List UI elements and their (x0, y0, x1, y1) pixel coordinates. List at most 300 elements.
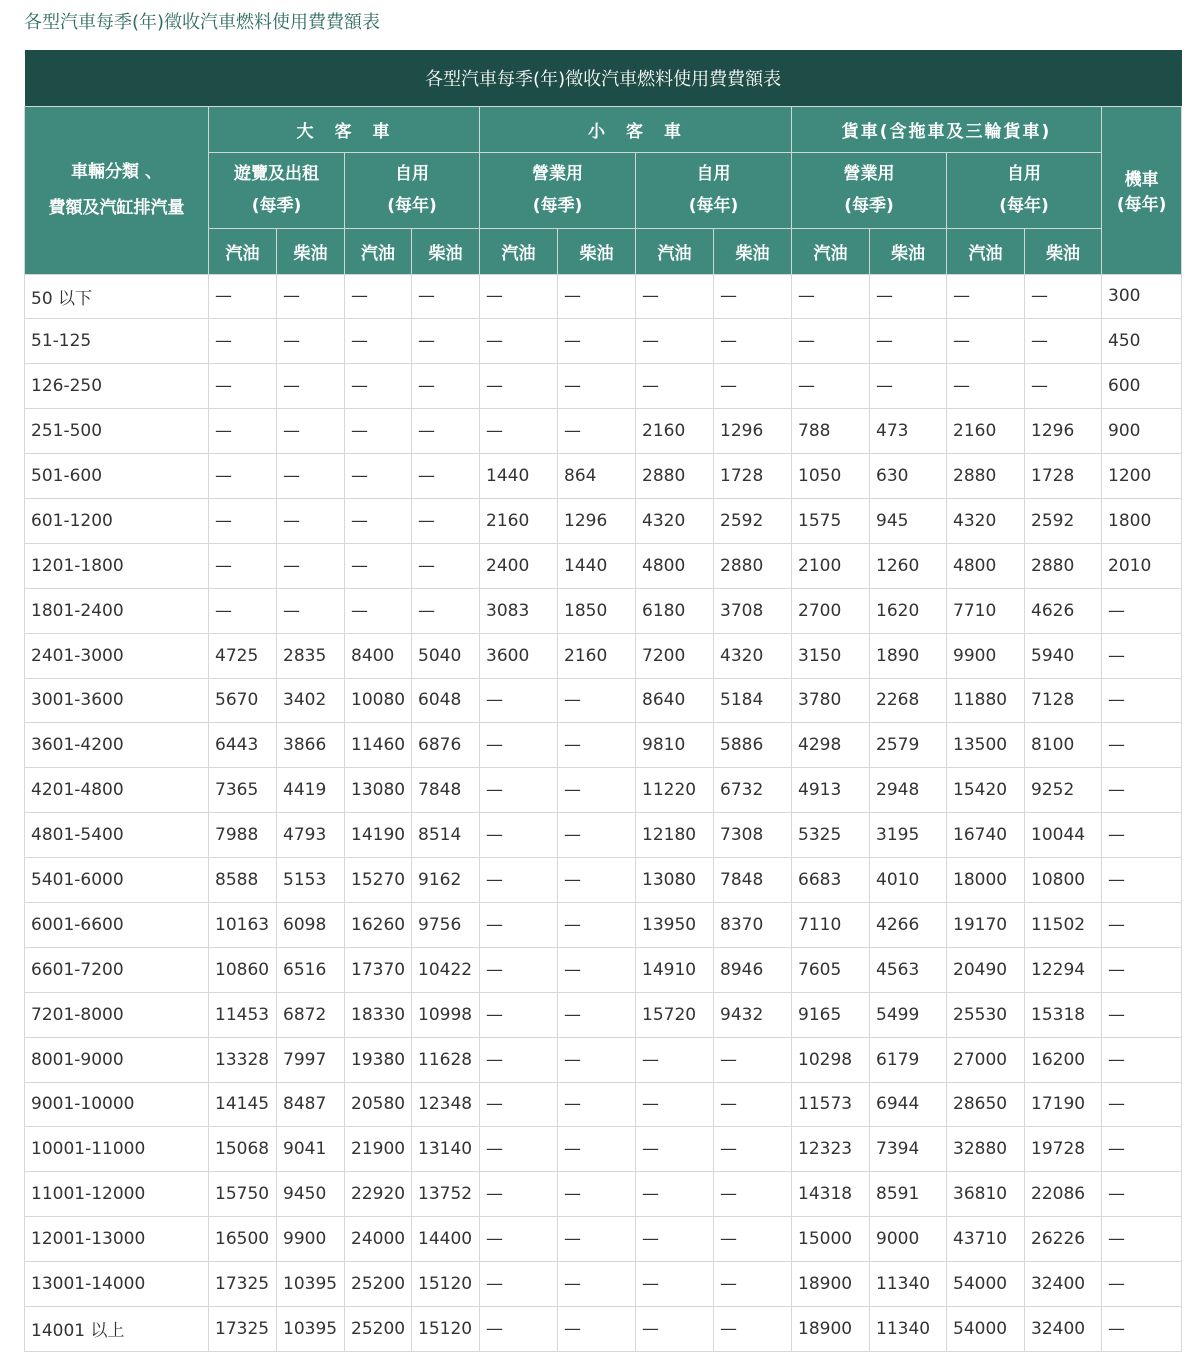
fee-cell: — (558, 1217, 636, 1262)
fee-cell: 473 (870, 409, 947, 454)
fee-cell: — (480, 1306, 558, 1351)
fee-cell: 36810 (947, 1172, 1025, 1217)
fee-cell: — (636, 1127, 714, 1172)
fee-cell: 7308 (714, 813, 792, 858)
fee-cell: 9162 (412, 858, 480, 903)
fee-cell: — (1102, 1127, 1182, 1172)
fee-cell: 1850 (558, 588, 636, 633)
fee-cell: — (714, 1037, 792, 1082)
fee-cell: — (558, 678, 636, 723)
fee-cell: 1296 (714, 409, 792, 454)
fee-cell: 2160 (947, 409, 1025, 454)
fee-cell: 14910 (636, 947, 714, 992)
subgroup-line: 遊覽及出租 (234, 164, 319, 184)
fee-cell: 2592 (1025, 498, 1102, 543)
table-row (25, 1306, 1182, 1351)
fee-cell: 4298 (792, 723, 870, 768)
fee-cell: — (1102, 902, 1182, 947)
fuel-header: 柴油 (277, 228, 345, 274)
fee-cell: 1296 (558, 498, 636, 543)
motorcycle-header-line: 機車 (1124, 170, 1159, 190)
fee-cell: 5499 (870, 992, 947, 1037)
fee-cell: — (636, 1082, 714, 1127)
subgroup-line: 營業用 (532, 164, 583, 184)
table-row (25, 1037, 1182, 1082)
table-row (25, 723, 1182, 768)
subgroup-line: 自用 (696, 164, 731, 184)
fee-cell: 7110 (792, 902, 870, 947)
fee-cell: 6876 (412, 723, 480, 768)
fee-cell: 2700 (792, 588, 870, 633)
fee-cell: 22920 (345, 1172, 412, 1217)
fee-cell: 10860 (209, 947, 277, 992)
fee-cell: 7710 (947, 588, 1025, 633)
fee-cell: 4725 (209, 633, 277, 678)
fee-cell: 13752 (412, 1172, 480, 1217)
fee-cell: — (277, 588, 345, 633)
fee-cell: 5184 (714, 678, 792, 723)
fee-cell: — (480, 1262, 558, 1307)
fee-cell: 4320 (636, 498, 714, 543)
displacement-range-cell: 9001-10000 (25, 1082, 209, 1127)
group-header-car: 小 客 車 (480, 106, 792, 152)
fuel-header: 柴油 (714, 228, 792, 274)
fee-cell: 8591 (870, 1172, 947, 1217)
fee-cell: 7997 (277, 1037, 345, 1082)
fee-cell: — (558, 813, 636, 858)
fee-cell: 5040 (412, 633, 480, 678)
fee-cell: 19728 (1025, 1127, 1102, 1172)
fee-cell: — (209, 364, 277, 409)
fee-cell: 11502 (1025, 902, 1102, 947)
fee-cell: 15068 (209, 1127, 277, 1172)
fuel-header: 汽油 (209, 228, 277, 274)
displacement-range-cell: 50 以下 (25, 274, 209, 319)
fee-cell: 18330 (345, 992, 412, 1037)
table-row (25, 902, 1182, 947)
fee-cell: 15750 (209, 1172, 277, 1217)
fee-cell: — (714, 1262, 792, 1307)
displacement-range-cell: 601-1200 (25, 498, 209, 543)
fee-cell: 22086 (1025, 1172, 1102, 1217)
fee-cell: 7848 (714, 858, 792, 903)
fee-cell: 12180 (636, 813, 714, 858)
fee-cell: 9000 (870, 1217, 947, 1262)
fee-cell: 16500 (209, 1217, 277, 1262)
fee-cell: 1050 (792, 454, 870, 499)
fee-cell: 13080 (636, 858, 714, 903)
fee-cell: 1575 (792, 498, 870, 543)
fee-cell: — (345, 409, 412, 454)
fee-cell: — (480, 409, 558, 454)
group-header-truck: 貨車(含拖車及三輪貨車) (792, 106, 1102, 152)
fee-cell: 16260 (345, 902, 412, 947)
fee-cell: 1890 (870, 633, 947, 678)
fee-cell: — (412, 498, 480, 543)
table-row (25, 409, 1182, 454)
fee-cell: — (1102, 813, 1182, 858)
fee-cell: — (480, 723, 558, 768)
fee-cell: — (209, 454, 277, 499)
table-row (25, 588, 1182, 633)
fee-cell: 25200 (345, 1306, 412, 1351)
fee-cell: 788 (792, 409, 870, 454)
fee-cell: — (792, 319, 870, 364)
fee-cell: 4320 (947, 498, 1025, 543)
fee-cell: 25200 (345, 1262, 412, 1307)
table-row (25, 498, 1182, 543)
fee-cell: 11628 (412, 1037, 480, 1082)
fee-cell: 3150 (792, 633, 870, 678)
fee-cell: — (870, 319, 947, 364)
fee-cell: 7394 (870, 1127, 947, 1172)
displacement-range-cell: 3001-3600 (25, 678, 209, 723)
fee-cell: 2592 (714, 498, 792, 543)
fee-cell: 9165 (792, 992, 870, 1037)
fee-cell: 15420 (947, 768, 1025, 813)
fee-cell: 1296 (1025, 409, 1102, 454)
fee-cell: 20580 (345, 1082, 412, 1127)
fee-cell: — (412, 409, 480, 454)
fuel-header: 柴油 (558, 228, 636, 274)
table-row (25, 813, 1182, 858)
fee-cell: 1800 (1102, 498, 1182, 543)
subgroup-line: (每季) (532, 196, 583, 216)
fee-cell: 15318 (1025, 992, 1102, 1037)
fee-cell: 2268 (870, 678, 947, 723)
table-row (25, 678, 1182, 723)
table-row (25, 947, 1182, 992)
fee-cell: — (714, 319, 792, 364)
fee-cell: 2160 (480, 498, 558, 543)
fee-cell: 21900 (345, 1127, 412, 1172)
fee-cell: — (480, 992, 558, 1037)
table-row (25, 1172, 1182, 1217)
fee-cell: — (947, 319, 1025, 364)
fee-cell: 9900 (947, 633, 1025, 678)
subgroup-header (792, 152, 947, 228)
fee-cell: 17190 (1025, 1082, 1102, 1127)
fee-cell: 11453 (209, 992, 277, 1037)
page-title: 各型汽車每季(年)徵收汽車燃料使用費費額表 (24, 12, 381, 33)
fee-cell: 32400 (1025, 1262, 1102, 1307)
corner-header (25, 106, 209, 274)
fee-cell: — (558, 902, 636, 947)
table-row (25, 1127, 1182, 1172)
fee-cell: 1728 (714, 454, 792, 499)
fee-cell: 15720 (636, 992, 714, 1037)
fee-cell: — (558, 364, 636, 409)
fee-cell: — (412, 319, 480, 364)
fee-cell: — (1025, 274, 1102, 319)
fee-cell: 864 (558, 454, 636, 499)
fee-cell: 13140 (412, 1127, 480, 1172)
fee-cell: — (480, 1217, 558, 1262)
fee-cell: 3780 (792, 678, 870, 723)
fee-cell: — (1102, 858, 1182, 903)
fee-cell: 9810 (636, 723, 714, 768)
fee-cell: — (345, 319, 412, 364)
fee-cell: 10800 (1025, 858, 1102, 903)
displacement-range-cell: 12001-13000 (25, 1217, 209, 1262)
fuel-header: 柴油 (412, 228, 480, 274)
fee-cell: 3402 (277, 678, 345, 723)
fee-cell: 1440 (558, 543, 636, 588)
fee-cell: — (480, 678, 558, 723)
fee-cell: 11220 (636, 768, 714, 813)
fee-cell: — (480, 1082, 558, 1127)
fee-cell: 8487 (277, 1082, 345, 1127)
group-header-bus: 大 客 車 (209, 106, 480, 152)
fee-cell: 11340 (870, 1306, 947, 1351)
fee-cell: — (345, 454, 412, 499)
fee-cell: 15270 (345, 858, 412, 903)
fee-cell: 27000 (947, 1037, 1025, 1082)
fee-cell: — (480, 364, 558, 409)
fee-cell: 15000 (792, 1217, 870, 1262)
displacement-range-cell: 5401-6000 (25, 858, 209, 903)
fee-cell: 5886 (714, 723, 792, 768)
displacement-range-cell: 14001 以上 (25, 1306, 209, 1351)
fee-cell: 8100 (1025, 723, 1102, 768)
fee-cell: 15120 (412, 1306, 480, 1351)
fee-cell: 25530 (947, 992, 1025, 1037)
fee-cell: 10395 (277, 1262, 345, 1307)
fee-cell: 24000 (345, 1217, 412, 1262)
fee-cell: 5940 (1025, 633, 1102, 678)
fuel-header: 汽油 (480, 228, 558, 274)
fee-cell: 4266 (870, 902, 947, 947)
fee-cell: — (558, 319, 636, 364)
fee-cell: — (277, 319, 345, 364)
subgroup-header (345, 152, 480, 228)
fee-cell: — (1025, 364, 1102, 409)
displacement-range-cell: 2401-3000 (25, 633, 209, 678)
fee-cell: 6048 (412, 678, 480, 723)
fee-cell: — (558, 1082, 636, 1127)
fee-cell: 300 (1102, 274, 1182, 319)
fee-cell: 16740 (947, 813, 1025, 858)
table-row (25, 319, 1182, 364)
fee-cell: 630 (870, 454, 947, 499)
fee-cell: — (1102, 947, 1182, 992)
fee-cell: — (277, 543, 345, 588)
fee-cell: — (558, 723, 636, 768)
fee-cell: 6516 (277, 947, 345, 992)
fee-cell: — (792, 274, 870, 319)
fee-cell: 15120 (412, 1262, 480, 1307)
fee-cell: 8370 (714, 902, 792, 947)
table-row (25, 454, 1182, 499)
fee-cell: 9450 (277, 1172, 345, 1217)
displacement-range-cell: 51-125 (25, 319, 209, 364)
fee-cell: 5670 (209, 678, 277, 723)
fee-cell: 1728 (1025, 454, 1102, 499)
fee-cell: 6944 (870, 1082, 947, 1127)
fee-cell: 4800 (947, 543, 1025, 588)
fee-cell: — (345, 274, 412, 319)
fee-cell: — (1102, 768, 1182, 813)
displacement-range-cell: 1801-2400 (25, 588, 209, 633)
fee-cell: — (277, 454, 345, 499)
fee-cell: — (558, 274, 636, 319)
table-row (25, 543, 1182, 588)
fee-cell: 3708 (714, 588, 792, 633)
fee-cell: 19380 (345, 1037, 412, 1082)
subgroup-header (209, 152, 345, 228)
fee-cell: 10298 (792, 1037, 870, 1082)
fee-cell: — (636, 319, 714, 364)
fee-cell: 32400 (1025, 1306, 1102, 1351)
fee-cell: — (1102, 723, 1182, 768)
fee-cell: — (558, 409, 636, 454)
displacement-range-cell: 251-500 (25, 409, 209, 454)
fee-cell: — (558, 1262, 636, 1307)
displacement-range-cell: 1201-1800 (25, 543, 209, 588)
subgroup-line: (每年) (387, 196, 437, 216)
motorcycle-header-line: (每年) (1116, 195, 1167, 215)
fuel-header: 汽油 (947, 228, 1025, 274)
fee-cell: 18900 (792, 1262, 870, 1307)
fee-cell: 7128 (1025, 678, 1102, 723)
fee-cell: 1200 (1102, 454, 1182, 499)
table-body (25, 274, 1182, 1351)
fee-cell: 3083 (480, 588, 558, 633)
fee-cell: 2579 (870, 723, 947, 768)
fee-cell: 11460 (345, 723, 412, 768)
fee-cell: 3866 (277, 723, 345, 768)
table-row (25, 1217, 1182, 1262)
table-row (25, 768, 1182, 813)
fuel-header: 柴油 (1025, 228, 1102, 274)
fee-cell: — (1102, 1172, 1182, 1217)
fee-cell: 32880 (947, 1127, 1025, 1172)
fee-cell: — (558, 1127, 636, 1172)
fee-cell: 54000 (947, 1262, 1025, 1307)
fee-cell: — (480, 1127, 558, 1172)
fee-cell: — (277, 274, 345, 319)
fee-cell: — (1102, 1262, 1182, 1307)
table-row (25, 992, 1182, 1037)
corner-header-line: 車輛分類 、 (71, 162, 162, 182)
fee-cell: 8514 (412, 813, 480, 858)
table-row (25, 1082, 1182, 1127)
fee-cell: — (480, 319, 558, 364)
fee-cell: 10080 (345, 678, 412, 723)
fee-cell: — (480, 858, 558, 903)
fee-cell: 4793 (277, 813, 345, 858)
fee-cell: 4800 (636, 543, 714, 588)
fuel-header: 汽油 (345, 228, 412, 274)
fee-cell: 9432 (714, 992, 792, 1037)
fee-cell: 4563 (870, 947, 947, 992)
fuel-header: 汽油 (636, 228, 714, 274)
fee-cell: — (412, 454, 480, 499)
fee-cell: 11880 (947, 678, 1025, 723)
subgroup-header (947, 152, 1102, 228)
subgroup-line: 自用 (395, 164, 429, 184)
fee-cell: — (1102, 588, 1182, 633)
fee-cell: — (947, 274, 1025, 319)
fee-cell: — (1025, 319, 1102, 364)
fee-cell: 3600 (480, 633, 558, 678)
fee-cell: 6872 (277, 992, 345, 1037)
fee-cell: 18000 (947, 858, 1025, 903)
fee-cell: — (480, 813, 558, 858)
fee-cell: 7365 (209, 768, 277, 813)
fee-cell: — (277, 364, 345, 409)
fee-cell: — (412, 364, 480, 409)
fee-cell: 14190 (345, 813, 412, 858)
fee-cell: 2880 (714, 543, 792, 588)
table-row (25, 274, 1182, 319)
fee-cell: — (714, 274, 792, 319)
fee-cell: 9041 (277, 1127, 345, 1172)
fee-cell: 8946 (714, 947, 792, 992)
motorcycle-header (1102, 106, 1182, 274)
fee-cell: 7848 (412, 768, 480, 813)
fee-cell: 43710 (947, 1217, 1025, 1262)
fee-cell: 8400 (345, 633, 412, 678)
displacement-range-cell: 3601-4200 (25, 723, 209, 768)
fee-cell: — (558, 1306, 636, 1351)
fee-cell: 945 (870, 498, 947, 543)
fee-cell: 10422 (412, 947, 480, 992)
fee-cell: 14318 (792, 1172, 870, 1217)
fee-cell: 14145 (209, 1082, 277, 1127)
fee-cell: 2100 (792, 543, 870, 588)
fee-cell: 3195 (870, 813, 947, 858)
fee-cell: 5153 (277, 858, 345, 903)
fee-cell: — (714, 364, 792, 409)
fee-cell: 2880 (1025, 543, 1102, 588)
fee-cell: — (209, 498, 277, 543)
fee-cell: 19170 (947, 902, 1025, 947)
displacement-range-cell: 8001-9000 (25, 1037, 209, 1082)
fee-cell: 4913 (792, 768, 870, 813)
fee-cell: — (947, 364, 1025, 409)
fee-cell: — (870, 364, 947, 409)
fee-cell: 7605 (792, 947, 870, 992)
fee-cell: 4419 (277, 768, 345, 813)
table-row (25, 364, 1182, 409)
displacement-range-cell: 10001-11000 (25, 1127, 209, 1172)
fee-cell: — (636, 1262, 714, 1307)
fee-cell: 2880 (947, 454, 1025, 499)
fee-cell: 13950 (636, 902, 714, 947)
fee-cell: 12323 (792, 1127, 870, 1172)
subgroup-line: (每年) (999, 196, 1049, 216)
table-row (25, 858, 1182, 903)
fee-cell: 1620 (870, 588, 947, 633)
fee-cell: — (636, 1037, 714, 1082)
fee-cell: 28650 (947, 1082, 1025, 1127)
fee-table (24, 50, 1182, 1352)
fee-cell: 2948 (870, 768, 947, 813)
fee-cell: — (480, 947, 558, 992)
fee-cell: — (277, 498, 345, 543)
fee-cell: 13328 (209, 1037, 277, 1082)
fee-cell: — (636, 274, 714, 319)
fee-cell: — (209, 319, 277, 364)
fee-cell: 5325 (792, 813, 870, 858)
fee-cell: 9756 (412, 902, 480, 947)
fee-cell: 20490 (947, 947, 1025, 992)
fee-cell: — (480, 768, 558, 813)
fee-cell: 17325 (209, 1306, 277, 1351)
fee-cell: — (209, 274, 277, 319)
fee-cell: — (636, 1172, 714, 1217)
